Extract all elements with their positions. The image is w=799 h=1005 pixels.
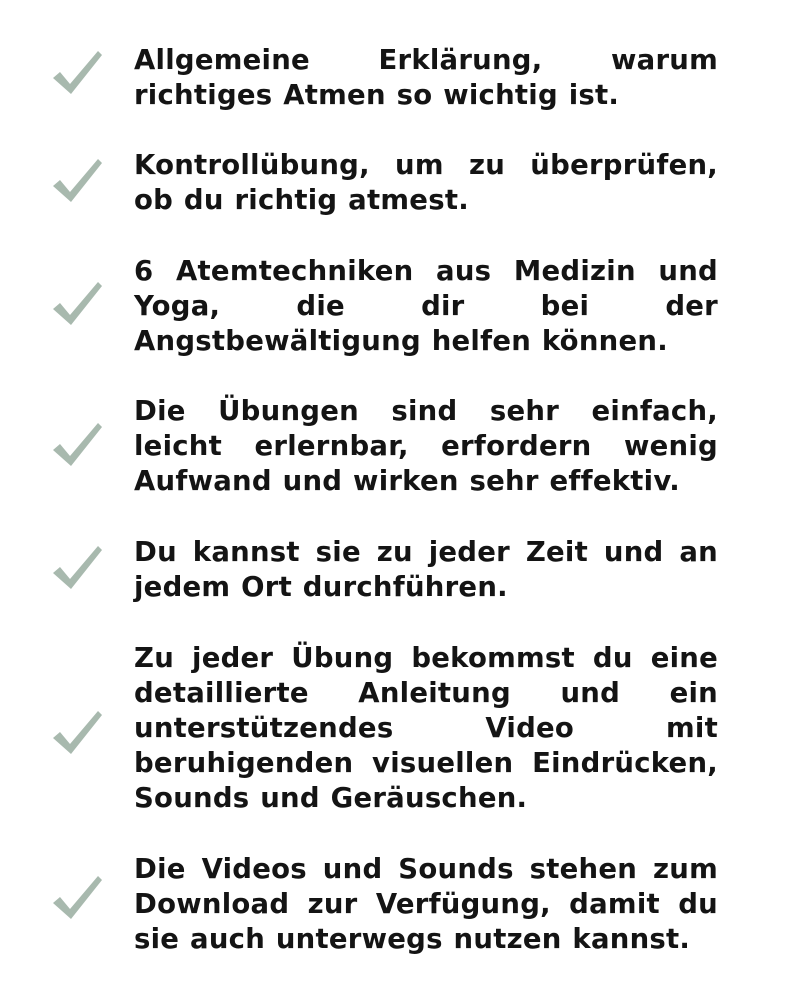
- checklist-item-text: Allgemeine Erklärung, warum richtiges Atmen so wichtig ist.: [134, 44, 718, 111]
- checkmark-icon: [50, 420, 104, 468]
- checklist-item-text: Zu jeder Übung bekommst du eine detaillierte Anleitung und ein unterstützendes Video mit beruhigenden visuellen Eindrücken, Sounds und Geräuschen.: [134, 642, 718, 814]
- checkmark-icon: [50, 873, 104, 921]
- checklist-item-text: Du kannst sie zu jeder Zeit und an jedem Ort durchführen.: [134, 536, 718, 603]
- checklist-item-text: 6 Atemtechniken aus Medizin und Yoga, die dir bei der Angstbewältigung helfen können.: [134, 255, 718, 357]
- checklist-item-text: Die Übungen sind sehr einfach, leicht erlernbar, erfordern wenig Aufwand und wirken sehr effektiv.: [134, 395, 718, 497]
- checkmark-icon: [50, 156, 104, 204]
- checklist-item-text: Kontrollübung, um zu überprüfen, ob du richtig atmest.: [134, 149, 718, 216]
- checkmark-icon: [50, 543, 104, 591]
- checklist-item-text: Die Videos und Sounds stehen zum Download zur Verfügung, damit du sie auch unterwegs nutzen kannst.: [134, 853, 718, 955]
- checkmark-icon: [50, 708, 104, 756]
- checkmark-icon: [50, 279, 104, 327]
- checkmark-icon: [50, 48, 104, 96]
